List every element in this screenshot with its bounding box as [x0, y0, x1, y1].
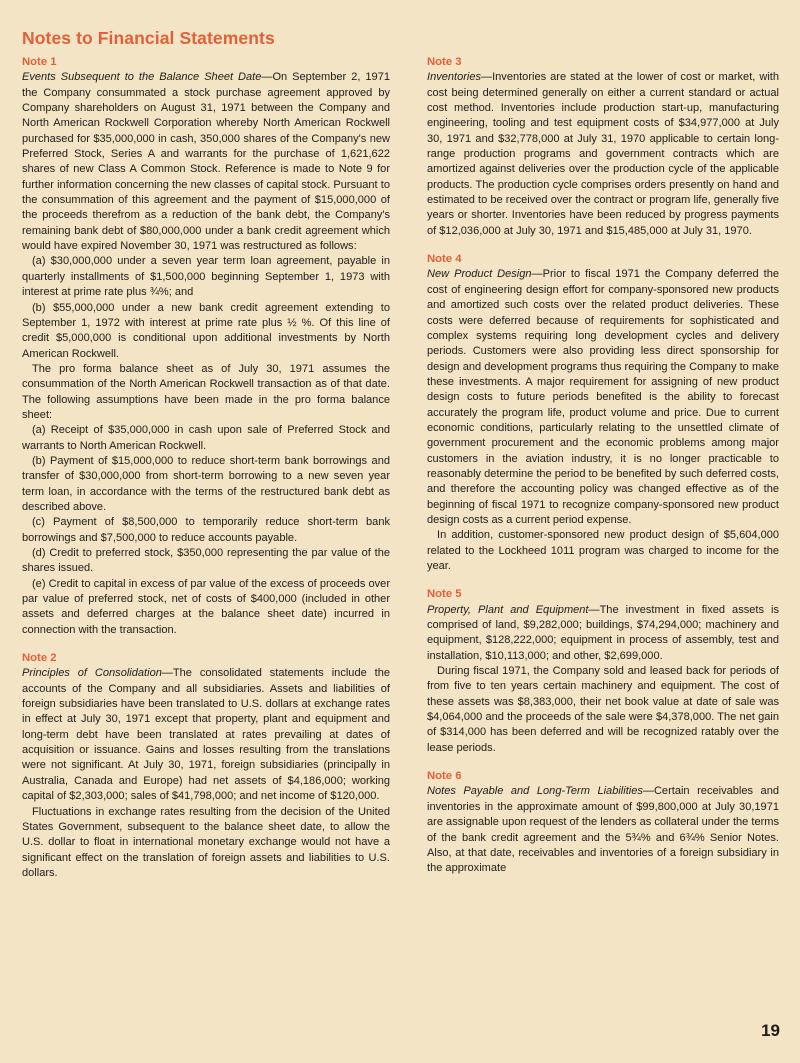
note-text: Inventories are stated at the lower of cost or market, with cost being determined generally on either a current standard or actual cost method. Inventories include production start-up, manufacturing engineering, tooling and test equipment costs of $34,977,000 at July 30, 1971 and $32,778,000 at July 31, 1970 applicable to certain long-range production programs and government contracts which are amortized against deliveries over the production cycle of the applicable products. The production cycle comprises orders presently on hand and estimated to be received over the contract or program life, generally five years or shorter. Inventories have been reduced by progress payments of $12,036,000 at July 30, 1971 and $15,485,000 at July 31, 1970.	[427, 71, 779, 237]
note-heading: Note 1	[22, 56, 57, 68]
note-heading: Note 2	[22, 652, 57, 665]
page-title: Notes to Financial Statements	[22, 28, 275, 48]
note-paragraph: (a) $30,000,000 under a seven year term loan agreement, payable in quarterly installments of $1,500,000 beginning September 1, 1973 with interest at prime rate plus ¾%; and	[22, 255, 390, 299]
note-text: Prior to fiscal 1971 the Company deferred the cost of engineering design effort for company-sponsored new products and amortized such costs over the related product deliveries. These costs were deferred because of requirements for sophisticated and complex systems requiring long development cycles and delivery periods. Customers were also providing less direct sponsorship for design and development programs thus requiring the Company to make these investments. A major requirement for assigning of new product design costs to future periods benefited is the ability to forecast accurately the program life, product volume and price. Due to current economic conditions, particularly relating to the unsettled climate of government procurement and the economic problems among major customers in the aviation industry, it is no longer practicable to reasonably determine the period to be benefited by such deferred costs, and therefore the accounting policy was changed effective as of the beginning of fiscal 1971 to recognize company-sponsored new product design costs as a current period expense.	[427, 268, 780, 526]
note-heading: Note 4	[427, 253, 462, 266]
note-text: The consolidated statements include the accounts of the Company and all subsidiaries. Assets and liabilities of foreign subsidiaries have been translated to U.S. dollars at exchange rates in effect at July 30, 1971 except that property, plant and equipment and long-term debt have been translated at rates prevailing at dates of acquisition or issuance. Gains and losses resulting from the translations were not significant. At July 30, 1971, foreign subsidiaries (principally in Australia, Canada and Europe) had net assets of $4,186,000; working capital of $2,303,000; sales of $41,798,000; and net income of $120,000.	[22, 667, 390, 803]
note-text: The investment in fixed assets is comprised of land, $9,282,000; buildings, $74,294,000; machinery and equipment, $128,222,000; equipment in process of assembly, test and installation, $10,113,000; and other, $2,699,000.	[427, 603, 779, 662]
note-paragraph: Fluctuations in exchange rates resulting from the decision of the United States Government, subsequent to the balance sheet date, to allow the U.S. dollar to float in international monetary exchange would not have a significant effect on the translation of foreign assets and liabilities to U.S. dollars.	[22, 805, 390, 879]
note-paragraph: (a) Receipt of $35,000,000 in cash upon sale of Preferred Stock and warrants to North American Rockwell.	[22, 424, 390, 452]
note-paragraph	[427, 267, 779, 528]
note-5	[427, 587, 779, 756]
note-paragraph: In addition, customer-sponsored new product design of $5,604,000 related to the Lockheed 1011 program was charged to income for the year.	[427, 529, 779, 572]
note-subhead: Notes Payable and Long-Term Liabilities—	[427, 785, 654, 798]
note-1	[22, 55, 390, 638]
note-3	[427, 55, 779, 239]
note-paragraph: (b) $55,000,000 under a new bank credit agreement extending to September 1, 1972 with interest at prime rate plus ½ %. Of this line of credit $5,000,000 is conditional upon additional investments by North American Rockwell.	[22, 301, 390, 360]
note-2	[22, 651, 390, 881]
note-subhead: Property, Plant and Equipment—	[427, 603, 600, 616]
note-heading: Note 3	[427, 56, 462, 68]
left-column	[22, 55, 390, 894]
note-paragraph: (c) Payment of $8,500,000 to temporarily reduce short-term bank borrowings and $7,500,000 to reduce accounts payable.	[22, 516, 390, 544]
note-6	[427, 769, 779, 876]
note-text: On September 2, 1971 the Company consummated a stock purchase agreement approved by Company shareholders on August 31, 1971 between the Company and North American Rockwell Corporation whereby North American Rockwell purchased for $35,000,000 in cash, 350,000 shares of the Company's new Preferred Stock, Series A and warrants for the purchase of 1,621,622 shares of new Class A Common Stock. Reference is made to Note 9 for further information concerning the new classes of capital stock. Pursuant to the consummation of this agreement and the payment of $15,000,000 of the proceeds therefrom as a reduction of the bank debt, the Company's remaining bank debt of $80,000,000 under a bank credit agreement which would have expired November 30, 1971 was restructured as follows:	[22, 71, 390, 253]
note-heading: Note 6	[427, 770, 462, 783]
note-paragraph: (b) Payment of $15,000,000 to reduce short-term bank borrowings and transfer of $30,000,000 from short-term borrowing to a new seven year term loan, in accordance with the terms of the restructured bank debt as described above.	[22, 454, 390, 513]
page-number: 19	[761, 1021, 780, 1040]
note-subhead: New Product Design—	[427, 268, 543, 281]
note-paragraph	[427, 784, 779, 876]
note-heading: Note 5	[427, 588, 462, 601]
right-column	[427, 55, 779, 890]
note-4	[427, 252, 779, 574]
note-paragraph	[427, 70, 779, 239]
note-text: Certain receivables and inventories in the approximate amount of $99,800,000 at July 30,1971 are assignable upon request of the lenders as collateral under the terms of the bank credit agreement and the 5¾% and 6¾% Senior Notes. Also, at that date, receivables and inventories of a foreign subsidiary in the approximate	[427, 785, 779, 875]
note-paragraph	[427, 603, 779, 664]
note-paragraph: (d) Credit to preferred stock, $350,000 representing the par value of the shares issued.	[22, 547, 390, 575]
note-paragraph	[22, 666, 390, 804]
note-paragraph: During fiscal 1971, the Company sold and leased back for periods of from five to ten years certain machinery and equipment. The cost of these assets was $8,383,000, their net book value at date of sale was $4,064,000 and the proceeds of the sale were $4,378,000. The net gain of $314,000 has been deferred and will be recognized ratably over the lease periods.	[427, 665, 779, 754]
note-subhead: Inventories—	[427, 71, 493, 84]
note-paragraph: The pro forma balance sheet as of July 30, 1971 assumes the consummation of the North American Rockwell transaction as of that date. The following assumptions have been made in the pro forma balance sheet:	[22, 362, 390, 421]
note-subhead: Events Subsequent to the Balance Sheet Date—	[22, 71, 273, 84]
note-paragraph	[22, 70, 390, 254]
note-paragraph: (e) Credit to capital in excess of par value of the excess of proceeds over par value of preferred stock, net of costs of $400,000 (included in other assets and deferred charges at the balance sheet date) incurred in connection with the transaction.	[22, 577, 390, 636]
note-subhead: Principles of Consolidation—	[22, 667, 173, 680]
